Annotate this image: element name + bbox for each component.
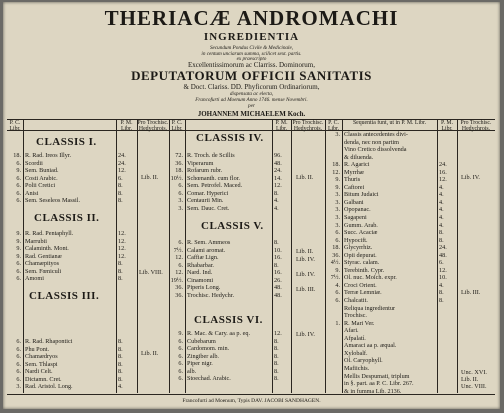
ingredient-name: Trochisc. — [344, 312, 367, 320]
pc-amount: 6. — [16, 360, 21, 368]
pc-amount: 6. — [335, 297, 340, 305]
pc-amount: 1. — [335, 319, 340, 327]
pc-amount: 9. — [335, 183, 340, 191]
pc-amount: 3. — [335, 206, 340, 214]
pm-amount: 16. — [274, 269, 282, 277]
pc-amount: 6. — [16, 159, 21, 167]
pm-amount: 4. — [439, 281, 444, 289]
ingredient-name: R. Agarici — [344, 161, 370, 169]
pm-amount: 8. — [118, 375, 123, 383]
ingredient-name: Chalcatit. — [344, 297, 368, 305]
divider — [23, 119, 24, 393]
pm-amount: 12. — [118, 237, 126, 245]
pm-amount: 8. — [439, 236, 444, 244]
libra-label: Lib. IV. — [296, 271, 315, 278]
divider — [116, 119, 117, 393]
pc-amount: 6. — [16, 345, 21, 353]
ingredient-name: & in fumma Lib. 2136. — [344, 387, 402, 395]
header-pro-3: Pro Trochisc. Hedychrois. — [460, 120, 492, 132]
pm-amount: 12. — [118, 230, 126, 237]
pc-amount: 12. — [175, 269, 183, 277]
pc-amount: 6. — [178, 189, 183, 197]
ingredient-name: Terræ Lemniæ. — [344, 289, 382, 297]
pm-amount: 8. — [439, 297, 444, 305]
pm-amount: 8. — [118, 182, 123, 190]
ingredient-name: Xylobalf. — [344, 349, 368, 357]
pc-amount: 6. — [178, 375, 183, 383]
pc-amount: 18. — [13, 152, 21, 159]
class-heading: CLASSIS I. — [36, 136, 97, 148]
ingredient-name: Comar. Hyperici — [187, 189, 229, 197]
ingredient-name: Stoechad. Arabic. — [187, 375, 231, 383]
ingredient-name: Sem. Buniad. — [25, 167, 59, 175]
pm-amount: 8. — [274, 367, 279, 375]
ingredient-name: Bitum Judaici — [344, 191, 379, 199]
pc-amount: 6. — [178, 261, 183, 269]
pm-amount: 4. — [439, 191, 444, 199]
ingredient-name: Calaminth. Mont. — [25, 245, 69, 253]
pc-amount: 6. — [16, 338, 21, 345]
libra-label: Lib. III. — [461, 289, 481, 296]
author-line: JOHANNEM MICHAELEM Koch. — [197, 110, 306, 118]
pm-amount: 8. — [274, 375, 279, 383]
page-title: THERIACÆ ANDROMACHI — [104, 6, 399, 30]
ingredient-name: Calami aromat. — [187, 246, 226, 254]
ingredient-name: Marrubii — [25, 237, 47, 245]
pm-amount: 48. — [439, 251, 447, 259]
divider — [437, 119, 438, 393]
class-heading: CLASSIS II. — [34, 212, 100, 224]
pc-amount: 3. — [178, 197, 183, 205]
pc-amount: 3. — [335, 191, 340, 199]
ingredient-name: Nard. Ind. — [187, 269, 213, 277]
libra-label: Lib. III. — [296, 286, 316, 293]
pm-amount: 16. — [274, 254, 282, 262]
deputatorum-heading: DEPUTATORUM OFFICII SANITATIS — [131, 68, 372, 83]
libra-label: Lib. IV. — [461, 174, 480, 181]
ingredient-name: Vino Cretico dissolvenda — [344, 146, 407, 154]
pm-amount: 8. — [439, 229, 444, 237]
pm-amount: 8. — [118, 189, 123, 197]
pc-amount: 9. — [16, 230, 21, 237]
ingredient-name: Polii Cretici — [25, 182, 56, 190]
pc-amount: 36. — [175, 159, 183, 167]
ingredient-name: in §. part. aa P. C. Libr. 267. — [344, 380, 414, 388]
pc-amount: 36. — [175, 291, 183, 299]
ingredient-name: R. Mac. & Cary. aa p. eq. — [187, 330, 251, 337]
ingredient-name: Amaraci aa p. æqual. — [344, 342, 397, 350]
ingredient-name: Glycyrrhiz. — [344, 244, 373, 252]
pm-amount: 4. — [439, 214, 444, 222]
class-heading: CLASSIS V. — [201, 220, 264, 232]
ingredient-name: Myrrhæ — [344, 168, 364, 176]
pm-amount: 48. — [274, 284, 282, 292]
pc-amount: 6. — [16, 260, 21, 268]
pc-amount: 6. — [178, 360, 183, 368]
pm-amount: 8. — [274, 261, 279, 269]
intro-line-5: & Doct. Clariss. DD. Phyficorum Ordinariorum, — [183, 83, 320, 91]
header-pm-3: P. M. Libr. — [440, 120, 454, 132]
class-heading: CLASSIS IV. — [196, 132, 264, 144]
intro-line-1: Secundum Pondus Civile & Medicinale, — [209, 45, 294, 51]
pm-amount: 12. — [118, 245, 126, 253]
pc-amount: 19½. — [170, 276, 183, 284]
pc-amount: 6. — [178, 239, 183, 246]
pc-amount: 3. — [335, 221, 340, 229]
pm-amount: 4. — [439, 198, 444, 206]
pm-amount: 8. — [118, 197, 123, 205]
ingredient-name: Chamæpityos — [25, 260, 60, 268]
pm-amount: 24. — [118, 159, 126, 167]
ingredient-name: R. Mari Ver. — [344, 319, 375, 327]
class-heading: CLASSIS III. — [29, 290, 100, 302]
header-pm: P. M. Libr. — [120, 120, 133, 132]
pc-amount: 9. — [335, 176, 340, 184]
ingredient-name: Gumm. Arab. — [344, 221, 378, 229]
pm-amount: 8. — [118, 267, 123, 275]
page-subtitle: INGREDIENTIA — [203, 31, 300, 43]
pc-amount: 6. — [16, 182, 21, 190]
pc-amount: 3. — [16, 383, 21, 391]
pc-amount: 9. — [16, 167, 21, 175]
pc-amount: 12. — [332, 168, 340, 176]
pc-amount: 3. — [335, 198, 340, 206]
ingredient-name: Sem. Thlaspi — [25, 360, 58, 368]
intro-line-3: ex praescripto — [236, 56, 267, 62]
ingredient-name: Dictamn. Cret. — [25, 375, 62, 383]
pc-amount: 9. — [16, 245, 21, 253]
pm-amount: 26. — [274, 276, 282, 284]
ingredient-name: R. Rad. Rhapontici — [25, 338, 73, 345]
pc-amount: 6. — [16, 275, 21, 283]
pc-amount: 6. — [178, 367, 183, 375]
header-pc-2: P. C. Libr. — [171, 120, 183, 132]
pc-amount: 6. — [178, 352, 183, 360]
ingredient-name: Phu Pont. — [25, 345, 50, 353]
pm-amount: 24. — [439, 161, 447, 169]
libra-label: Lib. II. — [141, 174, 159, 181]
ingredient-name: Terebinth. Cypr. — [344, 266, 385, 274]
pm-amount: 8. — [274, 360, 279, 368]
pc-amount: 9. — [178, 330, 183, 337]
pc-amount: 12. — [175, 254, 183, 262]
pm-amount: 24. — [439, 244, 447, 252]
pm-amount: 14. — [274, 174, 282, 182]
pm-amount: 8. — [274, 352, 279, 360]
divider — [291, 119, 292, 393]
pc-amount: 6. — [16, 189, 21, 197]
pc-amount: 6. — [335, 289, 340, 297]
pm-amount: 12. — [118, 167, 126, 175]
ingredient-name: Scordii — [25, 159, 43, 167]
pc-amount: 3. — [335, 131, 340, 138]
ingredient-name: Cinamomi — [187, 276, 214, 284]
pc-amount: 6. — [16, 368, 21, 376]
ingredient-name: Mellis Despumati, triplum — [344, 372, 410, 380]
ingredient-name: Sem. Dauc. Cret. — [187, 204, 230, 212]
pm-amount: 4. — [439, 183, 444, 191]
pm-amount: 8. — [274, 345, 279, 353]
ingredient-name: Schœnanth. cum flor. — [187, 174, 240, 182]
pm-amount: 4. — [274, 204, 279, 212]
pc-amount: 18. — [332, 161, 340, 169]
pm-amount: 12. — [274, 182, 282, 190]
ingredient-name: Rofarum rubr. — [187, 167, 223, 175]
ingredient-name: Chamædryos — [25, 353, 58, 361]
pc-amount: 7½. — [330, 274, 340, 282]
pm-amount: 4. — [118, 383, 123, 391]
pc-amount: 4½. — [330, 259, 340, 267]
pc-amount: 18. — [332, 244, 340, 252]
ingredient-name: Cubebarum — [187, 337, 216, 345]
pm-amount: 8. — [274, 239, 279, 246]
ingredient-name: R. Troch. de Scillis — [187, 152, 235, 159]
ingredient-name: Trochisc. Hedychr. — [187, 291, 235, 299]
pc-amount: 6. — [335, 229, 340, 237]
pm-amount: 4. — [274, 197, 279, 205]
ingredient-name: Costi Arabic. — [25, 174, 58, 182]
pm-amount: 16. — [439, 168, 447, 176]
ingredient-name: alb. — [187, 367, 197, 375]
ingredient-name: Ol. nuc. Moſch. expr. — [344, 274, 397, 282]
intro-line-6: dispensata ac electa, — [229, 91, 274, 97]
ingredient-name: Styrac. calam. — [344, 259, 380, 267]
pm-amount: 12. — [118, 252, 126, 260]
ingredient-name: Classis antecedentes divi- — [344, 131, 408, 138]
pm-amount: 8. — [118, 353, 123, 361]
ingredient-name: Rhabarbar. — [187, 261, 214, 269]
pc-amount: 72. — [175, 152, 183, 159]
pc-amount: 9. — [335, 266, 340, 274]
ingredient-name: Amomi — [25, 275, 44, 283]
ingredient-name: Caffiæ Lign. — [187, 254, 219, 262]
libra-label: Lib. IV. — [296, 331, 315, 338]
pc-amount: 36. — [332, 251, 340, 259]
ingredient-name: denda, nec non partim — [344, 138, 399, 146]
intro-line-7: Francofurti ad Moenum Anno 1746. mense Novembri. — [195, 97, 308, 103]
ingredient-name: Galbani — [344, 198, 364, 206]
pm-amount: 10. — [439, 274, 447, 282]
pc-amount: 10½. — [170, 174, 183, 182]
ingredient-name: Succ. Acaciæ — [344, 229, 378, 237]
pc-amount: 9. — [16, 237, 21, 245]
libra-label: Lib. II. — [141, 350, 159, 357]
libra-label: Lib. IV. — [296, 256, 315, 263]
pm-amount: 8. — [118, 345, 123, 353]
ingredient-name: Rad. Aristol. Long. — [25, 383, 73, 391]
ingredient-name: & diluenda. — [344, 153, 374, 161]
pm-amount: 6. — [118, 174, 123, 182]
ingredient-name: Sem. Petrofel. Maced. — [187, 182, 243, 190]
pc-amount: 6. — [178, 337, 183, 345]
ingredient-name: Sagapeni — [344, 214, 367, 222]
ingredient-name: Afpalatí. — [344, 334, 366, 342]
header-pro: Pro Trochisc. Hedychrois. — [137, 120, 169, 132]
pm-amount: 12. — [439, 176, 447, 184]
pm-amount: 8. — [274, 189, 279, 197]
pm-amount: 8. — [118, 368, 123, 376]
ingredient-name: R. Rad. Ireos Illyr. — [25, 152, 72, 159]
ingredient-name: Sem. Seseleos Massil. — [25, 197, 80, 205]
divider — [137, 119, 138, 393]
divider — [272, 119, 273, 393]
intro-line-2: in centum unciarum summa, scilicet sext. partis. — [201, 51, 302, 57]
pc-amount: 3. — [335, 214, 340, 222]
ingredient-name: Nardi Celt. — [25, 368, 53, 376]
ingredient-name: Croci Orient. — [344, 281, 377, 289]
pm-amount: 8. — [118, 360, 123, 368]
ingredient-name: Afari. — [344, 327, 359, 335]
pc-amount: 6. — [178, 345, 183, 353]
pm-amount: 8. — [118, 260, 123, 268]
pm-amount: 48. — [274, 159, 282, 167]
printed-sheet — [3, 2, 500, 409]
pm-amount: 4. — [439, 206, 444, 214]
ingredient-name: Rad. Gentianæ — [25, 252, 62, 260]
libra-label: Lib. VIII. — [139, 269, 163, 276]
ingredient-name: Sem. Fœniculi — [25, 267, 62, 275]
pc-amount: 6. — [16, 267, 21, 275]
ingredient-name: Anisi — [25, 189, 39, 197]
pc-amount: 18. — [175, 167, 183, 175]
ingredient-name: Centaurii Min. — [187, 197, 224, 205]
ingredient-name: Piper nigr. — [187, 360, 213, 368]
ingredient-name: Caftorei — [344, 183, 365, 191]
pm-amount: 8. — [118, 338, 123, 345]
pc-amount: 6. — [16, 353, 21, 361]
libra-label: Unc. XVI. — [461, 369, 487, 376]
pm-amount: 6. — [439, 259, 444, 267]
ingredient-name: Opopanac. — [344, 206, 371, 214]
ingredient-name: Zingiber alb. — [187, 352, 219, 360]
pm-amount: 8. — [439, 289, 444, 297]
class-heading: CLASSIS VI. — [194, 314, 263, 326]
ingredient-name: Hypocift. — [344, 236, 368, 244]
pc-amount: 9. — [16, 252, 21, 260]
libra-label: Lib. II. — [461, 376, 479, 383]
pc-amount: 3. — [178, 204, 183, 212]
pc-amount: 6. — [16, 174, 21, 182]
header-pm-2: P. M. Libr. — [275, 120, 288, 132]
pc-amount: 6. — [16, 375, 21, 383]
intro-line-4: Excellentissimorum ac Clarriss. Dominorum, — [188, 61, 315, 69]
ingredient-name: Piperis Long. — [187, 284, 221, 292]
header-pro-2: Pro Trochisc. Hedychrois. — [292, 120, 324, 132]
pc-amount: 36. — [175, 284, 183, 292]
libra-label: Lib. II. — [296, 248, 314, 255]
pc-amount: 7½. — [173, 246, 183, 254]
ingredient-name: Mafiichis. — [344, 364, 370, 372]
ingredient-name: Reliqua ingredientur — [344, 304, 396, 312]
pm-amount: 8. — [118, 275, 123, 283]
pm-amount: 12. — [439, 266, 447, 274]
pc-amount: 6. — [178, 182, 183, 190]
pc-amount: 6. — [335, 236, 340, 244]
ingredient-name: Cardomom. min. — [187, 345, 230, 353]
header-pc: P. C. Libr. — [9, 120, 21, 132]
libra-label: Unc. VIII. — [461, 383, 487, 390]
ingredient-name: R. Rad. Pentaphyll. — [25, 230, 74, 237]
pc-amount: 4. — [335, 281, 340, 289]
pm-amount: 10. — [274, 246, 282, 254]
pm-amount: 24. — [274, 167, 282, 175]
pc-amount: 6. — [16, 197, 21, 205]
ingredient-name: Opii depurat. — [344, 251, 377, 259]
header-pc-3: P. C. Libr. — [327, 120, 340, 132]
libra-label: Lib. II. — [296, 174, 314, 181]
ingredient-name: Thuris — [344, 176, 361, 184]
pm-amount: 12. — [274, 330, 282, 337]
divider — [185, 119, 186, 393]
imprint-footer: Francofurti ad Moenum, Typis DAV. JACOBI SANDHAGEN. — [182, 398, 321, 404]
header-seq: Sequentia funt, ut in P. M. Libr. — [352, 120, 427, 126]
pm-amount: 8. — [274, 337, 279, 345]
pm-amount: 4. — [439, 221, 444, 229]
divider — [457, 119, 458, 393]
ingredient-name: Ol. Caryophyll. — [344, 357, 383, 365]
ingredient-name: R. Sem. Ammeos — [187, 239, 231, 246]
divider — [342, 119, 343, 393]
ingredient-name: Viperarum — [187, 159, 214, 167]
pm-amount: 96. — [274, 152, 282, 159]
pm-amount: 48. — [274, 291, 282, 299]
intro-line-8: per — [248, 103, 255, 109]
pm-amount: 24. — [118, 152, 126, 159]
